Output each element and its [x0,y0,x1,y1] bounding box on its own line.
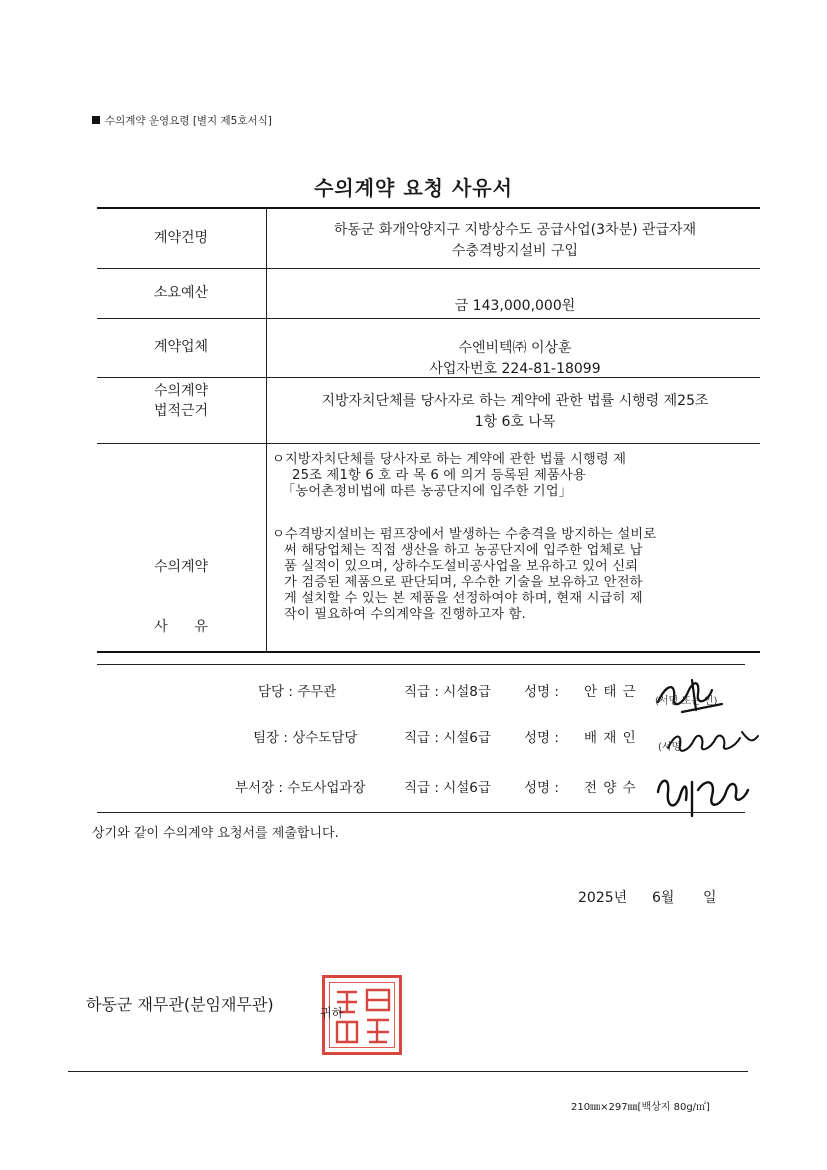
reason-point-2 [272,527,762,623]
handwritten-signature-3 [652,770,752,824]
value-vendor [270,338,760,380]
value-contract-name [270,220,760,262]
vendor-name: 수엔비텍㈜ 이상훈 [458,340,572,356]
form-reference [92,113,272,128]
reason-text: 수격방지설비는 펌프장에서 발생하는 수충격을 방지하는 설비로 [284,527,657,542]
paper-spec: 210㎜×297㎜[백상지 80g/㎡] [571,1102,710,1113]
row-divider [97,443,760,444]
signature-mark-label: (서명 또는 인) [655,696,718,707]
date-month: 6월 [652,890,675,906]
label-vendor: 계약업체 [153,339,209,355]
value-legal-basis [270,391,760,433]
reason-point-2-line: 작이 필요하여 수의계약을 진행하고자 함. [284,607,526,622]
reason-point-1-line: 「농어촌정비법에 따른 농공단지에 입주한 기업」 [282,484,573,499]
reason-point-2-line: 써 해당업체는 직접 생산을 하고 농공단지에 입주한 업체로 납 [284,543,643,558]
footer-line [68,1071,748,1072]
date-row [0,887,827,907]
signature-mark-label: (서명 [658,742,682,753]
label-contract-name: 계약건명 [153,230,209,246]
handwritten-signature-1 [652,672,742,718]
reason-point-1-line [272,452,762,468]
value-budget: 금 143,000,000원 [454,298,576,314]
form-reference-text: 수의계약 운영요령 [별지 제5호서식] [105,115,272,127]
signatory-name-label: 성명 : [524,730,559,746]
reason-text: 지방자치단체를 당사자로 하는 계약에 관한 법률 시행령 제 [284,452,627,467]
signatory-name: 전 양 수 [584,780,637,796]
legal-basis-line-2: 1항 6호 나목 [474,414,556,430]
signature-top-line [97,664,745,665]
handwritten-signature-2 [664,722,764,762]
label-budget: 소요예산 [153,285,209,301]
reason-point-2-line: 품 실적이 있으며, 상하수도설비공사업을 보유하고 있어 신뢰 [284,559,639,574]
vendor-business-number: 사업자번호 224-81-18099 [429,361,601,377]
addressee-suffix: 귀하 [320,1006,344,1020]
row-divider [97,318,760,319]
label-legal-basis [97,381,265,421]
date-day: 일 [703,890,717,906]
signatory-name-label: 성명 : [524,780,559,796]
signatory-name-label: 성명 : [524,684,559,700]
signatory-role: 담당 : 주무관 [258,684,337,700]
reason-label-line-1: 수의계약 [153,559,209,575]
addressee: 하동군 재무관(분임재무관) [86,995,274,1014]
row-divider [97,268,760,269]
column-divider [266,207,267,651]
reason-point-2-line: 가 검증된 제품으로 판단되며, 우수한 기술을 보유하고 안전하 [284,575,643,590]
reason-point-1-line: 25조 제1항 6 호 라 목 6 에 의거 등록된 제품사용 [292,468,586,483]
signatory-name: 배 재 인 [584,730,637,746]
square-bullet-icon [92,116,100,124]
contract-name-line-1: 하동군 화개악양지구 지방상수도 공급사업(3차분) 관급자재 [333,222,697,238]
submission-statement: 상기와 같이 수의계약 요청서를 제출합니다. [92,826,339,841]
bullet-circle-icon: ㅇ [272,452,285,467]
legal-basis-label-line-1: 수의계약 [153,383,209,399]
contract-name-line-2: 수충격방지설비 구입 [451,243,579,259]
document-title: 수의계약 요청 사유서 [314,176,513,200]
reason-point-2-line: 게 설치할 수 있는 본 제품을 선정하여야 하며, 현재 시급히 제 [284,591,643,606]
signatory-grade: 직급 : 시설6급 [404,780,491,796]
legal-basis-label-line-2: 법적근거 [153,403,209,419]
reason-point-1 [272,452,762,500]
reason-point-2-line [272,527,762,543]
table-top-border [97,207,760,209]
signature-bottom-line [97,812,745,813]
date-year: 2025년 [578,890,628,906]
reason-label-line-2: 사 유 [154,619,208,635]
signatory-name: 안 태 근 [584,684,637,700]
bullet-circle-icon: ㅇ [272,527,285,542]
signatory-grade: 직급 : 시설6급 [404,730,491,746]
signatory-role: 팀장 : 상수도담당 [253,730,358,746]
legal-basis-line-1: 지방자치단체를 당사자로 하는 계약에 관한 법률 시행령 제25조 [321,393,709,409]
signatory-grade: 직급 : 시설8급 [404,684,491,700]
label-reason [97,517,265,657]
signatory-role: 부서장 : 수도사업과장 [235,780,366,796]
